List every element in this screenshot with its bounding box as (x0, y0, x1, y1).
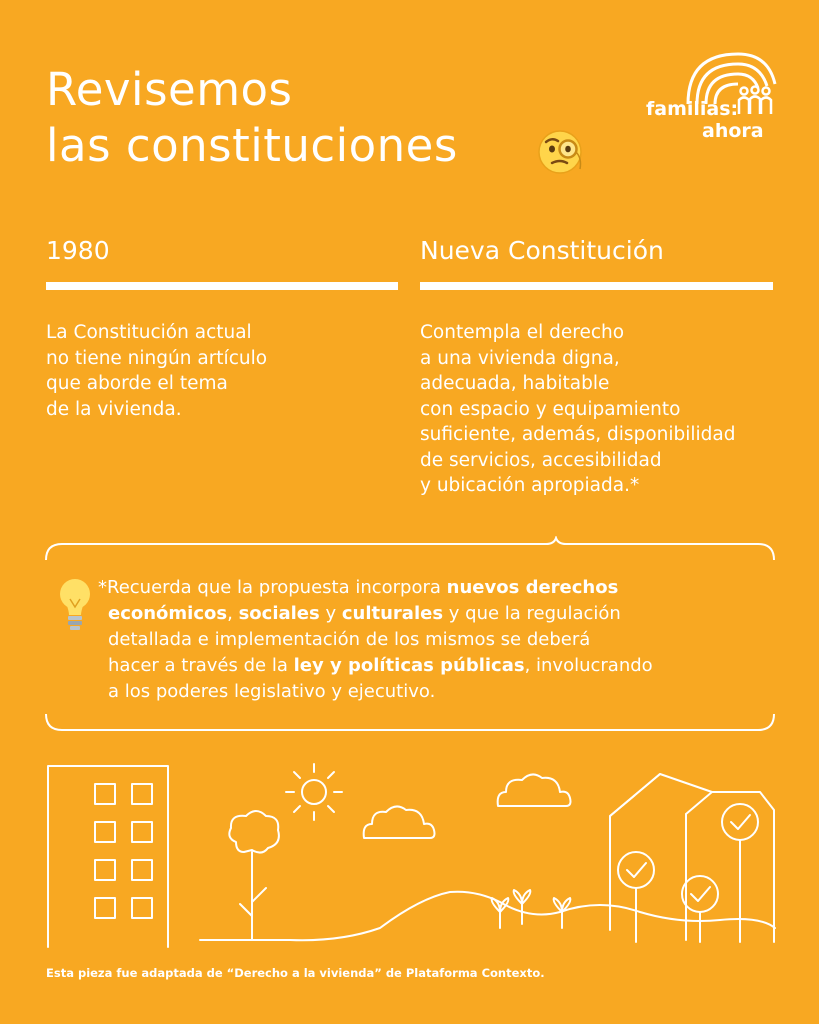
cloud-icon (498, 774, 571, 806)
note-emphasis: ley y políticas públicas (293, 655, 525, 676)
right-column-text: Contempla el derecho a una vivienda digna, adecuada, habitable con espacio y equipamiento suficiente, además, disponibilidad de servicios, accesibilidad y ubicación apropiada.* (420, 322, 736, 496)
note-emphasis: culturales (341, 603, 444, 624)
note-emphasis: nuevos derechos (446, 577, 619, 598)
left-column-divider (46, 282, 398, 290)
familias-ahora-logo (640, 44, 780, 144)
logo-word-familias: familias: (646, 98, 739, 120)
sprout-icon (492, 890, 571, 928)
left-column-text: La Constitución actual no tiene ningún artículo que aborde el tema de la vivienda. (46, 322, 268, 420)
sun-icon (286, 764, 342, 820)
right-column-heading: Nueva Constitución (420, 236, 664, 265)
footer-credit: Esta pieza fue adaptada de “Derecho a la vivienda” de Plataforma Contexto. (46, 966, 545, 980)
note-text: , (227, 603, 239, 624)
lightbulb-icon (58, 577, 92, 633)
building-icon (48, 766, 168, 947)
page-title (46, 62, 458, 174)
city-illustration (0, 752, 819, 972)
title-line-1: Revisemos (46, 63, 293, 116)
note-emphasis: económicos (108, 603, 228, 624)
note-emphasis: sociales (238, 603, 320, 624)
note-line-4 (98, 653, 738, 679)
logo-word-ahora: ahora (702, 120, 764, 142)
monocle-face-emoji-icon (536, 125, 588, 177)
note-text: y que la regulación (443, 603, 621, 624)
cloud-icon (364, 806, 435, 838)
left-column-heading: 1980 (46, 236, 110, 265)
note-line-2 (98, 601, 738, 627)
note-text: y (319, 603, 342, 624)
note-line-5: a los poderes legislativo y ejecutivo. (108, 681, 436, 702)
note-line-1 (98, 575, 738, 601)
note-text: , involucrando (524, 655, 653, 676)
tree-icon (229, 811, 279, 940)
note-paragraph (98, 575, 738, 705)
note-line-3: detallada e implementación de los mismos se deberá (108, 629, 591, 650)
note-text: hacer a través de la (108, 655, 294, 676)
right-column-divider (420, 282, 773, 290)
check-circle-icon (618, 852, 654, 942)
house-icon (610, 774, 774, 942)
check-circle-icon (682, 876, 718, 942)
check-circle-icon (722, 804, 758, 942)
note-text: *Recuerda que la propuesta incorpora (98, 577, 447, 598)
title-line-2: las constituciones (46, 119, 458, 172)
